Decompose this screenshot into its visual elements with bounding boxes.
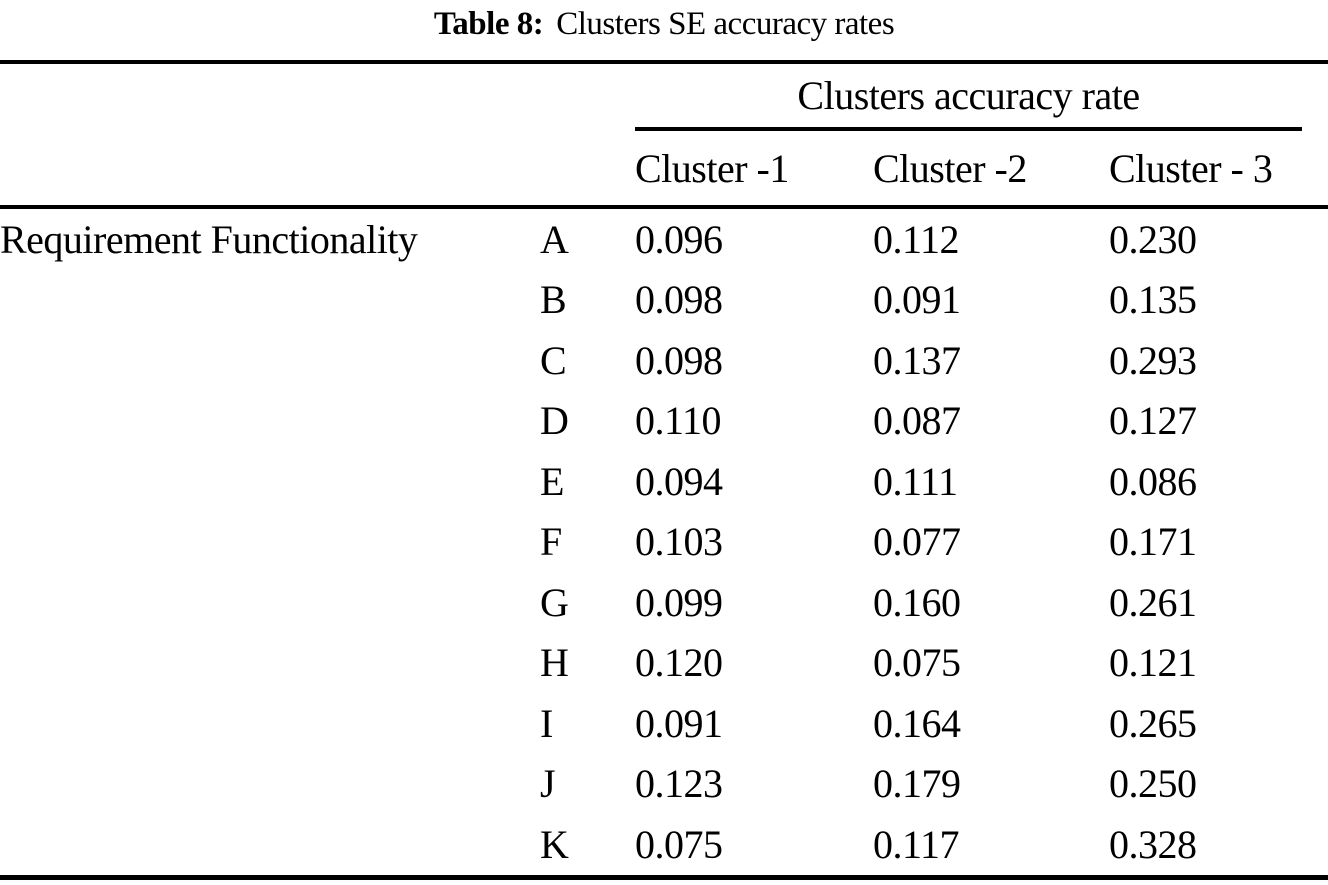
- value-cell: 0.137: [873, 337, 961, 383]
- value-cell: 0.091: [635, 700, 723, 746]
- row-group-label-cell: [0, 633, 540, 694]
- value-cell: 0.087: [873, 398, 961, 444]
- table-row: [0, 693, 1328, 754]
- group-header-label: Clusters accuracy rate: [635, 64, 1302, 131]
- table-caption-label: Table 8:: [433, 5, 544, 42]
- value-cell: 0.096: [635, 216, 723, 262]
- value-cell: 0.103: [635, 519, 723, 565]
- value-cell: 0.328: [1109, 821, 1197, 867]
- table-caption: [0, 0, 1328, 48]
- table-header: [0, 62, 1328, 207]
- value-cell: 0.086: [1109, 458, 1197, 504]
- table-row: [0, 451, 1328, 512]
- row-key-cell: B: [540, 277, 567, 323]
- value-cell: 0.099: [635, 579, 723, 625]
- row-group-label-cell: [0, 451, 540, 512]
- row-group-label-cell: [0, 693, 540, 754]
- value-cell: 0.111: [873, 458, 958, 504]
- row-group-label-cell: [0, 754, 540, 815]
- table-row: [0, 572, 1328, 633]
- row-key-cell: F: [540, 519, 562, 565]
- row-key-cell: E: [540, 458, 564, 504]
- row-key-cell: D: [540, 398, 569, 444]
- row-key-cell: A: [540, 216, 569, 262]
- table-row: [0, 814, 1328, 877]
- value-cell: 0.077: [873, 519, 961, 565]
- value-cell: 0.160: [873, 579, 961, 625]
- table-row: [0, 633, 1328, 694]
- value-cell: 0.230: [1109, 216, 1197, 262]
- header-spacer-cell: [0, 62, 635, 131]
- clusters-accuracy-table: [0, 60, 1328, 880]
- table-row: [0, 330, 1328, 391]
- value-cell: 0.098: [635, 277, 723, 323]
- table-caption-text: Clusters SE accuracy rates: [556, 5, 895, 42]
- value-cell: 0.098: [635, 337, 723, 383]
- row-key-cell: C: [540, 337, 567, 383]
- value-cell: 0.127: [1109, 398, 1197, 444]
- value-cell: 0.075: [635, 821, 723, 867]
- row-group-label-cell: Requirement Functionality: [0, 216, 418, 262]
- value-cell: 0.250: [1109, 761, 1197, 807]
- value-cell: 0.135: [1109, 277, 1197, 323]
- group-header-cell: [635, 62, 1328, 131]
- value-cell: 0.265: [1109, 700, 1197, 746]
- table-row: [0, 512, 1328, 573]
- value-cell: 0.094: [635, 458, 723, 504]
- row-key-cell: J: [540, 761, 556, 807]
- table-body: [0, 207, 1328, 877]
- value-cell: 0.112: [873, 216, 960, 262]
- value-cell: 0.164: [873, 700, 961, 746]
- value-cell: 0.091: [873, 277, 961, 323]
- row-group-label-cell: [0, 814, 540, 877]
- row-key-cell: H: [540, 640, 569, 686]
- row-group-label-cell: [0, 391, 540, 452]
- row-group-label-cell: [0, 330, 540, 391]
- value-cell: 0.293: [1109, 337, 1197, 383]
- row-group-label-cell: [0, 512, 540, 573]
- column-header-cluster-2: Cluster -2: [873, 131, 1109, 207]
- table-row: [0, 391, 1328, 452]
- column-header-cluster-3: Cluster - 3: [1109, 131, 1328, 207]
- value-cell: 0.121: [1109, 640, 1197, 686]
- table-row: [0, 270, 1328, 331]
- column-header-row: [0, 131, 1328, 207]
- value-cell: 0.120: [635, 640, 723, 686]
- value-cell: 0.075: [873, 640, 961, 686]
- value-cell: 0.110: [635, 398, 722, 444]
- row-key-cell: G: [540, 579, 569, 625]
- row-group-label-cell: [0, 572, 540, 633]
- value-cell: 0.123: [635, 761, 723, 807]
- value-cell: 0.117: [873, 821, 960, 867]
- row-key-cell: K: [540, 821, 569, 867]
- header-spacer-cell: [0, 131, 635, 207]
- value-cell: 0.261: [1109, 579, 1197, 625]
- group-header-row: [0, 62, 1328, 131]
- column-header-cluster-1: Cluster -1: [635, 131, 873, 207]
- table-row: [0, 754, 1328, 815]
- table-row: [0, 207, 1328, 270]
- row-group-label-cell: [0, 270, 540, 331]
- row-key-cell: I: [540, 700, 553, 746]
- value-cell: 0.179: [873, 761, 961, 807]
- value-cell: 0.171: [1109, 519, 1197, 565]
